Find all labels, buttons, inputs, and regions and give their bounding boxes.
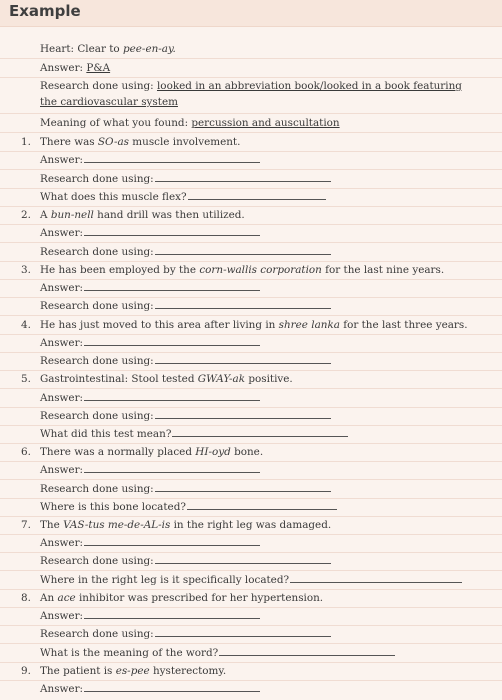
example-heart-label: Heart: Clear to xyxy=(40,43,123,55)
followup-label: What did this test mean? xyxy=(40,428,172,440)
example-research-label: Research done using: xyxy=(40,80,157,92)
research-label: Research done using: xyxy=(40,410,154,422)
question-row xyxy=(0,662,502,681)
research-blank[interactable] xyxy=(155,490,331,492)
question-term: corn-wallis corporation xyxy=(199,264,322,276)
question-number: 3. xyxy=(21,264,31,276)
question-text: He has just moved to this area after living in xyxy=(40,319,279,331)
question-row xyxy=(0,589,502,608)
research-row xyxy=(0,352,502,371)
research-label: Research done using: xyxy=(40,246,154,258)
question-row xyxy=(0,316,502,335)
question-text: A xyxy=(40,209,51,221)
question-number: 6. xyxy=(21,446,31,458)
question-row xyxy=(0,261,502,280)
example-meaning-row xyxy=(0,114,502,133)
research-label: Research done using: xyxy=(40,555,154,567)
research-label: Research done using: xyxy=(40,173,154,185)
followup-blank[interactable] xyxy=(290,581,462,583)
answer-label: Answer: xyxy=(40,337,84,349)
question-text: for the last three years. xyxy=(339,319,468,331)
answer-row xyxy=(0,461,502,480)
question-term: ace xyxy=(57,592,76,604)
question-term: GWAY-ak xyxy=(197,373,246,385)
followup-row xyxy=(0,644,502,663)
research-row xyxy=(0,480,502,499)
question-term: SO-as xyxy=(97,136,129,148)
answer-blank[interactable] xyxy=(84,289,260,291)
question-text: in the right leg was damaged. xyxy=(170,519,332,531)
question-term: es-pee xyxy=(115,665,150,677)
question-row xyxy=(0,133,502,152)
research-blank[interactable] xyxy=(155,635,331,637)
followup-row xyxy=(0,571,502,590)
answer-label: Answer: xyxy=(40,282,84,294)
question-text: inhibitor was prescribed for her hypertension. xyxy=(75,592,324,604)
followup-row xyxy=(0,498,502,517)
question-text: There was a normally placed xyxy=(40,446,196,458)
question-text: The patient is xyxy=(40,665,116,677)
question-row xyxy=(0,516,502,535)
answer-label: Answer: xyxy=(40,537,84,549)
question-row xyxy=(0,370,502,389)
answer-label: Answer: xyxy=(40,683,84,695)
answer-blank[interactable] xyxy=(84,344,260,346)
research-blank[interactable] xyxy=(155,307,331,309)
answer-blank[interactable] xyxy=(84,544,260,546)
answer-blank[interactable] xyxy=(84,690,260,692)
example-answer-row xyxy=(0,59,502,78)
research-row xyxy=(0,297,502,316)
example-meaning-value: percussion and auscultation xyxy=(191,117,340,129)
question-text: There was xyxy=(40,136,98,148)
question-text: An xyxy=(40,592,58,604)
question-text: Gastrointestinal: Stool tested xyxy=(40,373,198,385)
title-bar xyxy=(0,0,502,27)
question-term: shree lanka xyxy=(278,319,340,331)
question-term: HI-oyd xyxy=(195,446,231,458)
followup-blank[interactable] xyxy=(172,435,348,437)
followup-blank[interactable] xyxy=(187,508,337,510)
followup-row xyxy=(0,188,502,207)
answer-blank[interactable] xyxy=(84,617,260,619)
research-label: Research done using: xyxy=(40,355,154,367)
answer-blank[interactable] xyxy=(84,399,260,401)
answer-row xyxy=(0,389,502,408)
research-row xyxy=(0,170,502,189)
research-label: Research done using: xyxy=(40,628,154,640)
research-blank[interactable] xyxy=(155,362,331,364)
question-text: He has been employed by the xyxy=(40,264,200,276)
question-number: 8. xyxy=(21,592,31,604)
question-row xyxy=(0,206,502,225)
followup-blank[interactable] xyxy=(219,654,395,656)
research-row xyxy=(0,243,502,262)
question-text: hand drill was then utilized. xyxy=(93,209,245,221)
question-number: 7. xyxy=(21,519,31,531)
example-heart-term: pee-en-ay. xyxy=(122,43,176,55)
question-text: hysterectomy. xyxy=(149,665,227,677)
answer-row xyxy=(0,151,502,170)
research-blank[interactable] xyxy=(155,417,331,419)
research-blank[interactable] xyxy=(155,253,331,255)
question-text: for the last nine years. xyxy=(321,264,445,276)
question-number: 5. xyxy=(21,373,31,385)
answer-label: Answer: xyxy=(40,610,84,622)
answer-row xyxy=(0,680,502,698)
research-row xyxy=(0,407,502,426)
question-number: 1. xyxy=(21,136,31,148)
question-number: 4. xyxy=(21,319,31,331)
example-heart-row xyxy=(0,40,502,59)
research-row xyxy=(0,625,502,644)
research-row xyxy=(0,552,502,571)
question-number: 2. xyxy=(21,209,31,221)
question-term: VAS-tus me-de-AL-is xyxy=(63,519,171,531)
followup-label: What is the meaning of the word? xyxy=(40,647,219,659)
question-text: positive. xyxy=(245,373,293,385)
answer-blank[interactable] xyxy=(84,234,260,236)
example-research-value: looked in an abbreviation book/looked in a book featuring the cardiovascular system xyxy=(40,80,462,108)
followup-blank[interactable] xyxy=(188,198,326,200)
example-answer-value: P&A xyxy=(86,62,111,74)
example-research-row xyxy=(0,77,502,114)
answer-label: Answer: xyxy=(40,227,84,239)
example-answer-label: Answer: xyxy=(40,62,87,74)
followup-label: What does this muscle flex? xyxy=(40,191,187,203)
page-title: Example xyxy=(9,2,81,20)
research-blank[interactable] xyxy=(155,562,331,564)
answer-label: Answer: xyxy=(40,464,84,476)
answer-blank[interactable] xyxy=(84,161,260,163)
followup-label: Where is this bone located? xyxy=(40,501,186,513)
answer-row xyxy=(0,224,502,243)
question-text: The xyxy=(40,519,64,531)
question-number: 9. xyxy=(21,665,31,677)
answer-row xyxy=(0,607,502,626)
followup-row xyxy=(0,425,502,444)
research-label: Research done using: xyxy=(40,300,154,312)
research-label: Research done using: xyxy=(40,483,154,495)
answer-label: Answer: xyxy=(40,392,84,404)
answer-row xyxy=(0,534,502,553)
answer-label: Answer: xyxy=(40,154,84,166)
answer-blank[interactable] xyxy=(84,471,260,473)
research-blank[interactable] xyxy=(155,180,331,182)
example-meaning-label: Meaning of what you found: xyxy=(40,117,192,129)
question-term: bun-nell xyxy=(50,209,94,221)
question-text: bone. xyxy=(230,446,264,458)
question-text: muscle involvement. xyxy=(128,136,241,148)
answer-row xyxy=(0,279,502,298)
followup-label: Where in the right leg is it specifically located? xyxy=(40,574,290,586)
answer-row xyxy=(0,334,502,353)
question-row xyxy=(0,443,502,462)
